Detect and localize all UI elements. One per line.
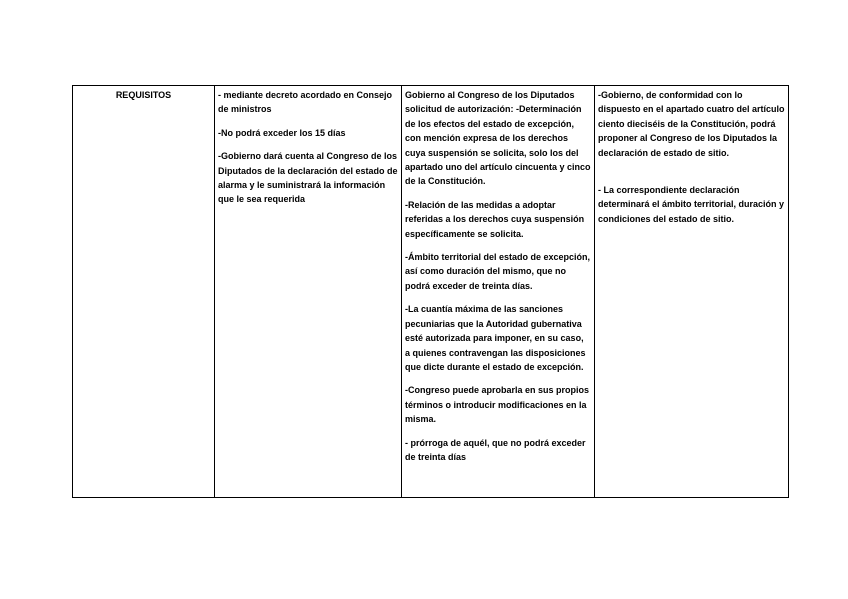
sitio-cell <box>595 86 789 498</box>
sitio-paragraph: - La correspondiente declaración determinará el ámbito territorial, duración y condiciones del estado de sitio. <box>598 185 785 224</box>
sitio-paragraph: -Gobierno, de conformidad con lo dispuesto en el apartado cuatro del artículo ciento dieciséis de la Constitución, podrá proponer al Congreso de los Diputados la declaración de estado de sitio. <box>598 90 785 158</box>
alarma-paragraph: -Gobierno dará cuenta al Congreso de los Diputados de la declaración del estado de alarma y le suministrará la información que le sea requerida <box>218 151 398 205</box>
alarma-paragraph: -No podrá exceder los 15 días <box>218 127 346 138</box>
excepcion-paragraph: Gobierno al Congreso de los Diputados solicitud de autorización: -Determinación de los efectos del estado de excepción, con mención expresa de los derechos cuya suspensión se solicita, solo los del apartado uno del artículo cincuenta y cinco de la Constitución. <box>405 90 591 187</box>
table-row <box>73 86 789 498</box>
excepcion-paragraph: - prórroga de aquél, que no podrá exceder de treinta días <box>405 437 586 462</box>
alarma-cell <box>215 86 402 498</box>
requisitos-label: REQUISITOS <box>115 90 172 100</box>
paragraph-gap <box>598 169 785 183</box>
excepcion-paragraph: -Congreso puede aprobarla en sus propios términos o introducir modificaciones en la misma. <box>405 385 590 425</box>
excepcion-paragraph: -La cuantía máxima de las sanciones pecuniarias que la Autoridad gubernativa esté autorizada para imponer, en su caso, a quienes contravengan las disposiciones que dicte durante el estado de excepción. <box>405 304 586 372</box>
alarma-paragraph: - mediante decreto acordado en Consejo de ministros <box>218 90 393 115</box>
excepcion-paragraph: -Ámbito territorial del estado de excepción, así como duración del mismo, que no podrá exceder de treinta días. <box>405 252 591 291</box>
excepcion-cell <box>402 86 595 498</box>
excepcion-paragraph: -Relación de las medidas a adoptar referidas a los derechos cuya suspensión específicamente se solicita. <box>405 199 585 239</box>
requisitos-header-cell <box>73 86 215 498</box>
requisitos-table <box>72 85 789 498</box>
